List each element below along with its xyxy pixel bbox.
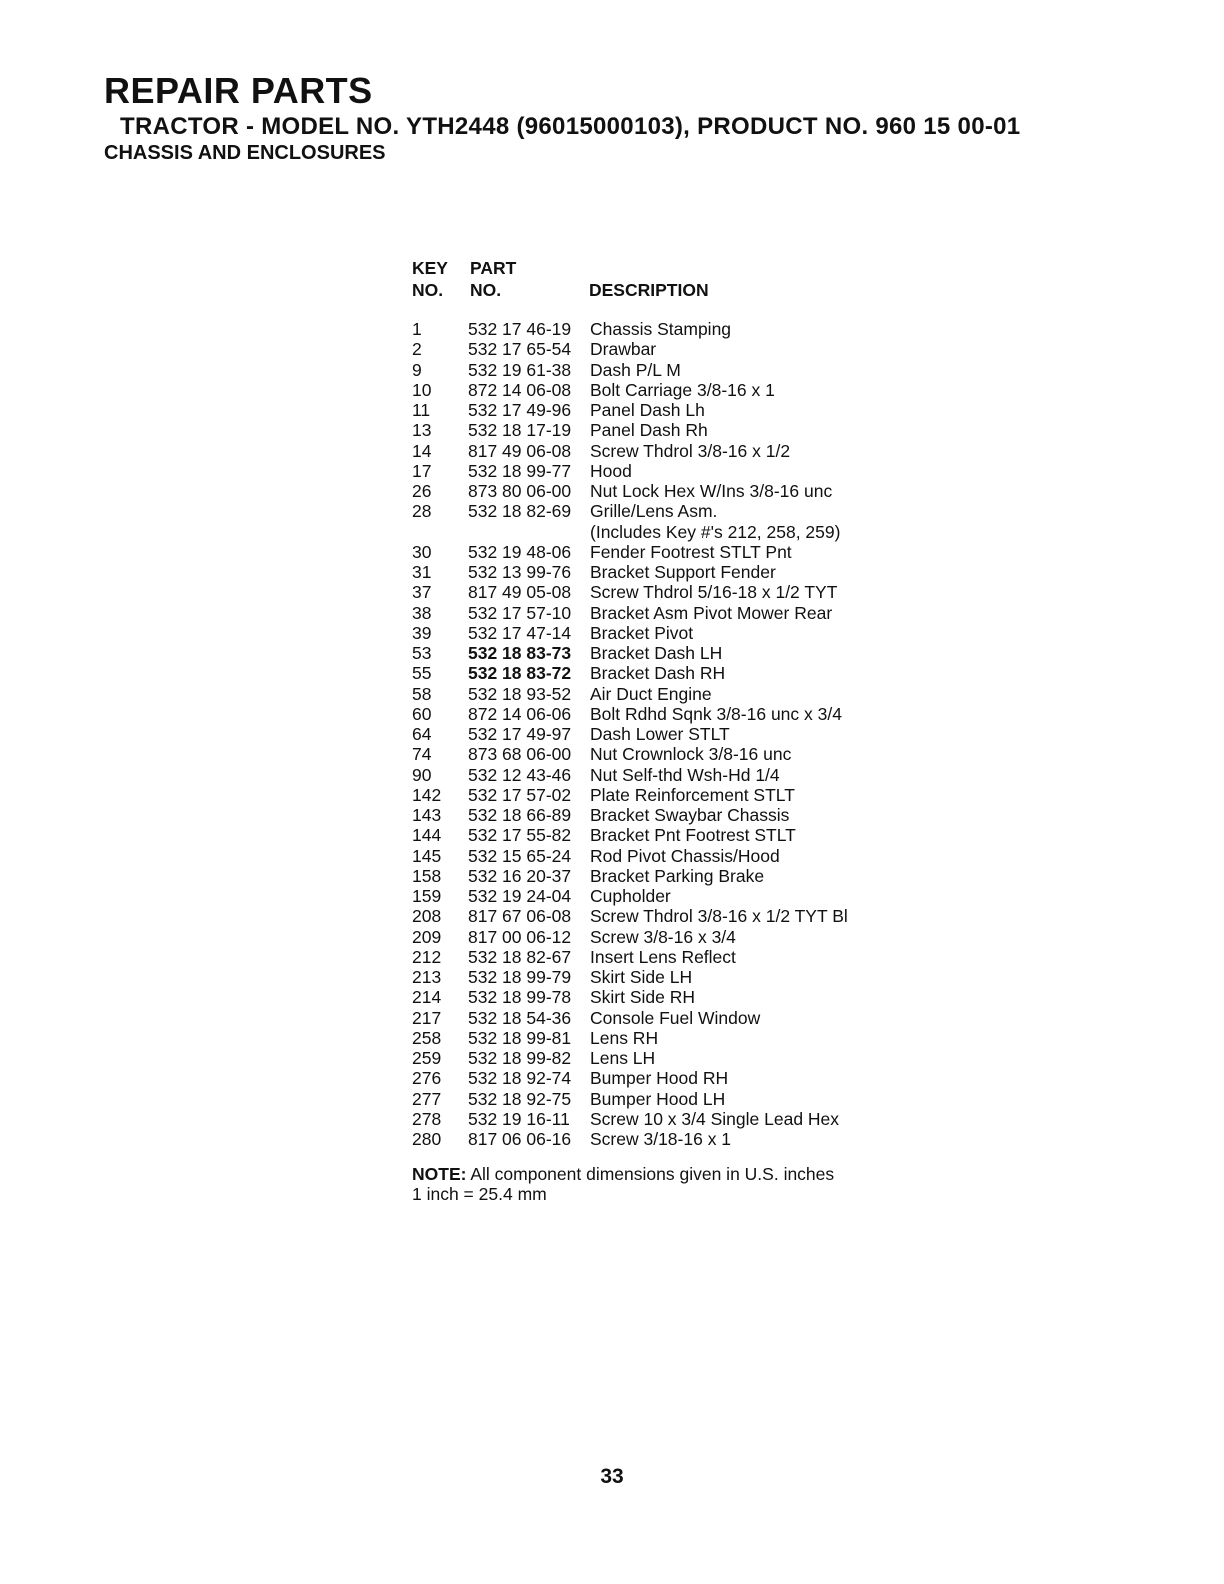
- note-label: NOTE:: [412, 1164, 467, 1184]
- key-cell: 39: [412, 622, 432, 643]
- section-title: CHASSIS AND ENCLOSURES: [104, 142, 386, 164]
- part-number-cell: 532 12 43-46: [468, 764, 572, 785]
- note-line2: 1 inch = 25.4 mm: [412, 1184, 547, 1204]
- part-number-cell: 532 17 65-54: [468, 339, 572, 360]
- part-header-line2: NO.: [470, 280, 502, 300]
- description-cell: Insert Lens Reflect: [590, 946, 736, 967]
- description-cell: Rod Pivot Chassis/Hood: [590, 845, 780, 866]
- key-cell: 90: [412, 764, 432, 785]
- note-text: All component dimensions given in U.S. inches: [466, 1164, 835, 1184]
- part-number-cell: 532 18 92-75: [468, 1088, 572, 1109]
- part-number-cell: 532 18 83-72: [468, 663, 572, 684]
- description-cell: Screw 3/18-16 x 1: [590, 1129, 732, 1149]
- description-cell: Panel Dash Lh: [590, 400, 705, 420]
- part-number-cell: 532 18 99-77: [468, 460, 572, 481]
- description-cell: Cupholder: [590, 886, 671, 906]
- key-cell: 158: [412, 865, 442, 886]
- description-cell: Screw Thdrol 3/8-16 x 1/2 TYT Bl: [590, 906, 848, 927]
- part-number-cell: 872 14 06-08: [468, 379, 572, 400]
- part-number-cell: 532 15 65-24: [468, 845, 572, 866]
- key-cell: 10: [412, 379, 432, 400]
- key-cell: 143: [412, 805, 442, 825]
- key-cell: 11: [412, 400, 431, 420]
- part-number-cell: 532 18 93-52: [468, 683, 572, 704]
- description-cell: Bracket Asm Pivot Mower Rear: [590, 602, 833, 623]
- key-cell: 14: [412, 440, 432, 461]
- description-cell: Skirt Side LH: [590, 967, 693, 987]
- description-cell: Bolt Rdhd Sqnk 3/8-16 unc x 3/4: [590, 703, 842, 724]
- key-cell: 213: [412, 967, 442, 987]
- description-cell: Screw 10 x 3/4 Single Lead Hex: [590, 1108, 840, 1129]
- description-cell: Fender Footrest STLT Pnt: [590, 541, 792, 562]
- description-header: DESCRIPTION: [589, 280, 709, 300]
- description-cell: Lens RH: [590, 1027, 659, 1048]
- description-cell: Bracket Dash LH: [590, 643, 723, 663]
- key-cell: 55: [412, 663, 432, 684]
- description-cell: (Includes Key #'s 212, 258, 259): [590, 521, 841, 542]
- part-number-cell: 532 13 99-76: [468, 562, 572, 582]
- part-header-line1: PART: [470, 258, 517, 278]
- part-number-cell: 532 18 54-36: [468, 1007, 572, 1028]
- key-cell: 64: [412, 724, 432, 744]
- description-cell: Bracket Dash RH: [590, 663, 726, 684]
- description-cell: Drawbar: [590, 339, 657, 360]
- part-number-cell: 532 18 99-82: [468, 1048, 572, 1068]
- part-number-cell: 532 18 99-78: [468, 987, 572, 1008]
- part-number-cell: 817 00 06-12: [468, 926, 572, 947]
- key-cell: 258: [412, 1027, 442, 1048]
- part-number-cell: 532 17 57-10: [468, 602, 572, 623]
- description-cell: Panel Dash Rh: [590, 420, 708, 441]
- part-number-cell: 532 17 46-19: [468, 319, 572, 339]
- key-cell: 217: [412, 1007, 442, 1028]
- model-subtitle: TRACTOR - MODEL NO. YTH2448 (96015000103), PRODUCT NO. 960 15 00-01: [120, 113, 1021, 140]
- description-cell: Air Duct Engine: [590, 683, 712, 704]
- part-number-cell: 532 19 16-11: [468, 1108, 570, 1129]
- key-cell: 26: [412, 481, 432, 501]
- key-cell: 60: [412, 703, 432, 724]
- key-cell: 9: [412, 359, 422, 380]
- key-cell: 58: [412, 683, 432, 704]
- part-number-cell: 532 18 66-89: [468, 805, 572, 825]
- key-cell: 17: [412, 460, 432, 481]
- description-cell: Screw Thdrol 5/16-18 x 1/2 TYT: [590, 582, 838, 603]
- key-cell: 208: [412, 906, 442, 927]
- description-cell: Skirt Side RH: [590, 987, 696, 1008]
- description-cell: Chassis Stamping: [590, 319, 732, 339]
- part-number-cell: 873 80 06-00: [468, 481, 572, 501]
- key-cell: 37: [412, 582, 432, 603]
- part-number-cell: 532 18 83-73: [468, 643, 572, 663]
- part-number-cell: 532 18 99-79: [468, 967, 572, 987]
- note: [412, 1164, 834, 1204]
- key-cell: 142: [412, 784, 442, 805]
- key-header-line1: KEY: [412, 258, 448, 278]
- key-cell: 214: [412, 987, 442, 1008]
- part-number-cell: 532 17 49-97: [468, 724, 572, 744]
- description-cell: Nut Crownlock 3/8-16 unc: [590, 744, 792, 765]
- part-number-cell: 817 06 06-16: [468, 1129, 572, 1149]
- part-number-cell: 532 17 47-14: [468, 622, 572, 643]
- key-cell: 53: [412, 643, 432, 663]
- key-cell: 145: [412, 845, 442, 866]
- part-number-cell: 817 49 06-08: [468, 440, 572, 461]
- part-number-cell: 532 19 24-04: [468, 886, 572, 906]
- key-cell: 144: [412, 825, 442, 846]
- part-number-cell: 532 18 82-67: [468, 946, 572, 967]
- key-cell: 212: [412, 946, 442, 967]
- description-cell: Hood: [590, 460, 632, 481]
- part-number-cell: 532 18 99-81: [468, 1027, 572, 1048]
- description-cell: Dash P/L M: [590, 359, 681, 380]
- description-cell: Nut Lock Hex W/Ins 3/8-16 unc: [590, 481, 833, 501]
- description-cell: Plate Reinforcement STLT: [590, 784, 795, 805]
- part-number-cell: 873 68 06-00: [468, 744, 572, 765]
- part-number-cell: 817 67 06-08: [468, 906, 572, 927]
- key-cell: 259: [412, 1048, 442, 1068]
- key-cell: 13: [412, 420, 432, 441]
- description-cell: Bracket Support Fender: [590, 562, 776, 582]
- part-number-cell: 532 18 17-19: [468, 420, 572, 441]
- key-cell: 159: [412, 886, 442, 906]
- description-cell: Screw Thdrol 3/8-16 x 1/2: [590, 440, 791, 461]
- description-cell: Bumper Hood LH: [590, 1088, 726, 1109]
- part-number-cell: 532 16 20-37: [468, 865, 572, 886]
- key-cell: 38: [412, 602, 432, 623]
- part-number-cell: 532 17 49-96: [468, 400, 572, 420]
- key-cell: 278: [412, 1108, 442, 1129]
- key-header-line2: NO.: [412, 280, 444, 300]
- description-cell: Bumper Hood RH: [590, 1068, 729, 1089]
- description-cell: Bolt Carriage 3/8-16 x 1: [590, 379, 775, 400]
- part-number-cell: 532 18 92-74: [468, 1068, 572, 1089]
- description-cell: Bracket Parking Brake: [590, 865, 765, 886]
- key-cell: 31: [412, 562, 432, 582]
- key-cell: 28: [412, 501, 432, 522]
- key-cell: 2: [412, 339, 422, 360]
- part-number-cell: 532 18 82-69: [468, 501, 572, 522]
- page-title: REPAIR PARTS: [104, 70, 373, 111]
- key-cell: 74: [412, 744, 432, 765]
- key-cell: 280: [412, 1129, 442, 1149]
- description-cell: Bracket Pivot: [590, 622, 694, 643]
- key-cell: 209: [412, 926, 442, 947]
- description-cell: Screw 3/8-16 x 3/4: [590, 926, 736, 947]
- description-cell: Nut Self-thd Wsh-Hd 1/4: [590, 764, 780, 785]
- description-cell: Bracket Pnt Footrest STLT: [590, 825, 796, 846]
- part-number-cell: 872 14 06-06: [468, 703, 572, 724]
- description-cell: Grille/Lens Asm.: [590, 501, 718, 522]
- description-cell: Bracket Swaybar Chassis: [590, 805, 790, 825]
- key-cell: 276: [412, 1068, 442, 1089]
- description-cell: Dash Lower STLT: [590, 724, 730, 744]
- part-number-cell: 532 17 57-02: [468, 784, 572, 805]
- part-number-cell: 532 17 55-82: [468, 825, 572, 846]
- key-cell: 277: [412, 1088, 442, 1109]
- description-cell: Lens LH: [590, 1048, 656, 1068]
- part-number-cell: 817 49 05-08: [468, 582, 572, 603]
- part-number-cell: 532 19 48-06: [468, 541, 572, 562]
- part-number-cell: 532 19 61-38: [468, 359, 572, 380]
- key-cell: 30: [412, 541, 432, 562]
- page-number: 33: [600, 1465, 624, 1488]
- note-line1: [412, 1164, 834, 1184]
- description-cell: Console Fuel Window: [590, 1007, 761, 1028]
- key-cell: 1: [412, 319, 422, 339]
